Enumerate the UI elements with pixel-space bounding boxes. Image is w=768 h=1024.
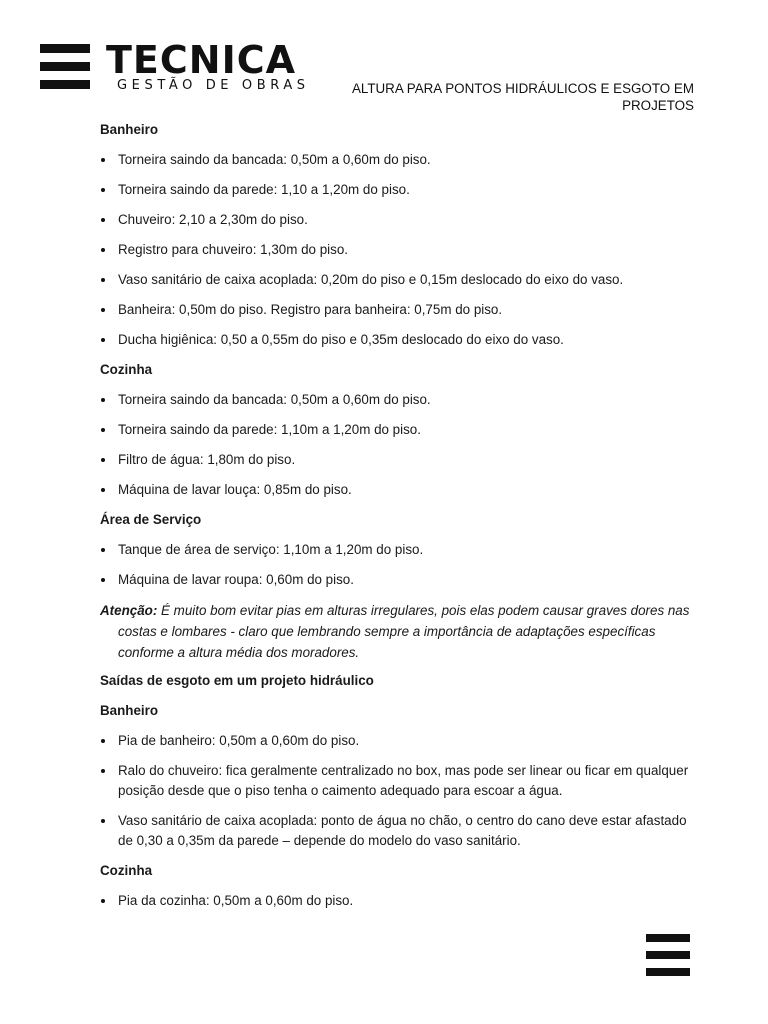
logo-wordmark: TECNICA — [106, 38, 297, 82]
list-item: Torneira saindo da bancada: 0,50m a 0,60m do piso. — [100, 390, 700, 410]
list-item: Torneira saindo da parede: 1,10 a 1,20m do piso. — [100, 180, 700, 200]
list-item: Máquina de lavar louça: 0,85m do piso. — [100, 480, 700, 500]
section-heading-banheiro-esgoto: Banheiro — [100, 703, 159, 718]
attention-note — [100, 600, 700, 663]
section-heading-area-de-servico: Área de Serviço — [100, 512, 202, 527]
list-item: Banheira: 0,50m do piso. Registro para banheira: 0,75m do piso. — [100, 300, 700, 320]
section-heading-cozinha: Cozinha — [100, 362, 153, 377]
list-item: Pia da cozinha: 0,50m a 0,60m do piso. — [100, 891, 700, 911]
three-bars-icon — [646, 934, 690, 976]
logo-subtitle: GESTÃO DE OBRAS — [117, 78, 310, 93]
attention-text: É muito bom evitar pias em alturas irregulares, pois elas podem causar graves dores nas costas e lombares - claro que lembrando sempre a importância de adaptações específicas conforme a altura média dos moradores. — [118, 603, 690, 660]
list-item: Vaso sanitário de caixa acoplada: 0,20m do piso e 0,15m deslocado do eixo do vaso. — [100, 270, 700, 290]
list-item: Máquina de lavar roupa: 0,60m do piso. — [100, 570, 700, 590]
list-item: Tanque de área de serviço: 1,10m a 1,20m do piso. — [100, 540, 700, 560]
esgoto-title: Saídas de esgoto em um projeto hidráulico — [100, 673, 374, 688]
list-item: Ralo do chuveiro: fica geralmente centralizado no box, mas pode ser linear ou ficar em qualquer posição desde que o piso tenha o caimento adequado para escoar a água. — [100, 761, 700, 801]
list-item: Torneira saindo da bancada: 0,50m a 0,60m do piso. — [100, 150, 700, 170]
list-item: Filtro de água: 1,80m do piso. — [100, 450, 700, 470]
list-item: Chuveiro: 2,10 a 2,30m do piso. — [100, 210, 700, 230]
list-item: Vaso sanitário de caixa acoplada: ponto de água no chão, o centro do cano deve estar afastado de 0,30 a 0,35m da parede – depende do modelo do vaso sanitário. — [100, 811, 700, 851]
list-item: Registro para chuveiro: 1,30m do piso. — [100, 240, 700, 260]
section-heading-cozinha-esgoto: Cozinha — [100, 863, 153, 878]
list-item: Torneira saindo da parede: 1,10m a 1,20m do piso. — [100, 420, 700, 440]
three-bars-icon — [40, 44, 92, 90]
document-body — [100, 120, 700, 921]
list-item: Pia de banheiro: 0,50m a 0,60m do piso. — [100, 731, 700, 751]
document-title: ALTURA PARA PONTOS HIDRÁULICOS E ESGOTO EM PROJETOS — [351, 81, 694, 113]
section-heading-banheiro: Banheiro — [100, 122, 159, 137]
list-item: Ducha higiênica: 0,50 a 0,55m do piso e 0,35m deslocado do eixo do vaso. — [100, 330, 700, 350]
attention-label: Atenção: — [100, 603, 158, 618]
